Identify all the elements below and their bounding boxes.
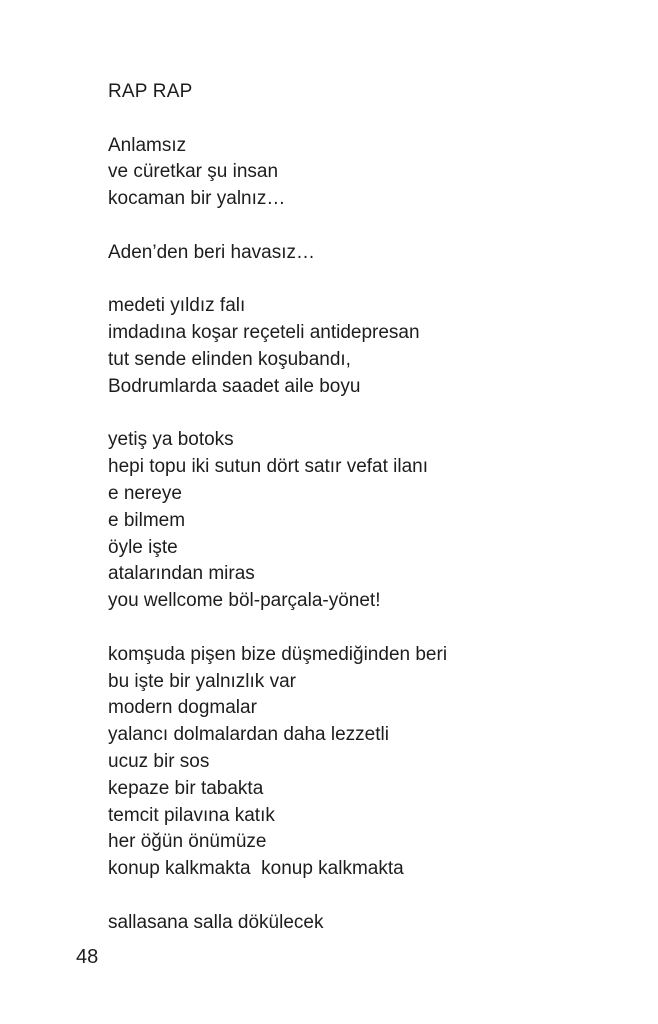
poem-line: e nereye [108,482,182,504]
poem-line: öyle işte [108,536,178,558]
poem-line: sallasana salla dökülecek [108,911,324,933]
poem-line: ve cüretkar şu insan [108,161,279,183]
poem-line: tut sende elinden koşubandı, [108,348,351,370]
poem-line: kepaze bir tabakta [108,777,264,799]
stanza [108,133,618,213]
stanza [108,642,618,883]
poem-line: kocaman bir yalnız… [108,188,286,210]
poem-line: yalancı dolmalardan daha lezzetli [108,724,389,746]
page-number: 48 [76,946,99,968]
poem-line: atalarından miras [108,563,255,585]
stanza [108,293,618,400]
poem-line: Aden’den beri havasız… [108,241,316,263]
poem-line: modern dogmalar [108,697,257,719]
poem-line: yetiş ya botoks [108,429,234,451]
poem-line: ucuz bir sos [108,750,210,772]
stanza [108,240,618,267]
poem-line: medeti yıldız falı [108,295,246,317]
poem-line: temcit pilavına katık [108,804,275,826]
poem-title: RAP RAP [108,81,193,102]
poem-line: imdadına koşar reçeteli antidepresan [108,322,420,344]
poem-line: Anlamsız [108,134,187,156]
poem-line: you wellcome böl-parçala-yönet! [108,590,381,612]
stanza [108,427,618,615]
poem-line: e bilmem [108,509,186,531]
poem-line: hepi topu iki sutun dört satır vefat ilanı [108,456,429,478]
stanza [108,910,618,937]
poem-line: Bodrumlarda saadet aile boyu [108,375,361,397]
poem-line: her öğün önümüze [108,831,267,853]
poem-line: konup kalkmakta konup kalkmakta [108,858,404,880]
poem-body [108,133,618,937]
poem [108,79,618,937]
poem-line: bu işte bir yalnızlık var [108,670,296,692]
poem-line: komşuda pişen bize düşmediğinden beri [108,643,448,665]
